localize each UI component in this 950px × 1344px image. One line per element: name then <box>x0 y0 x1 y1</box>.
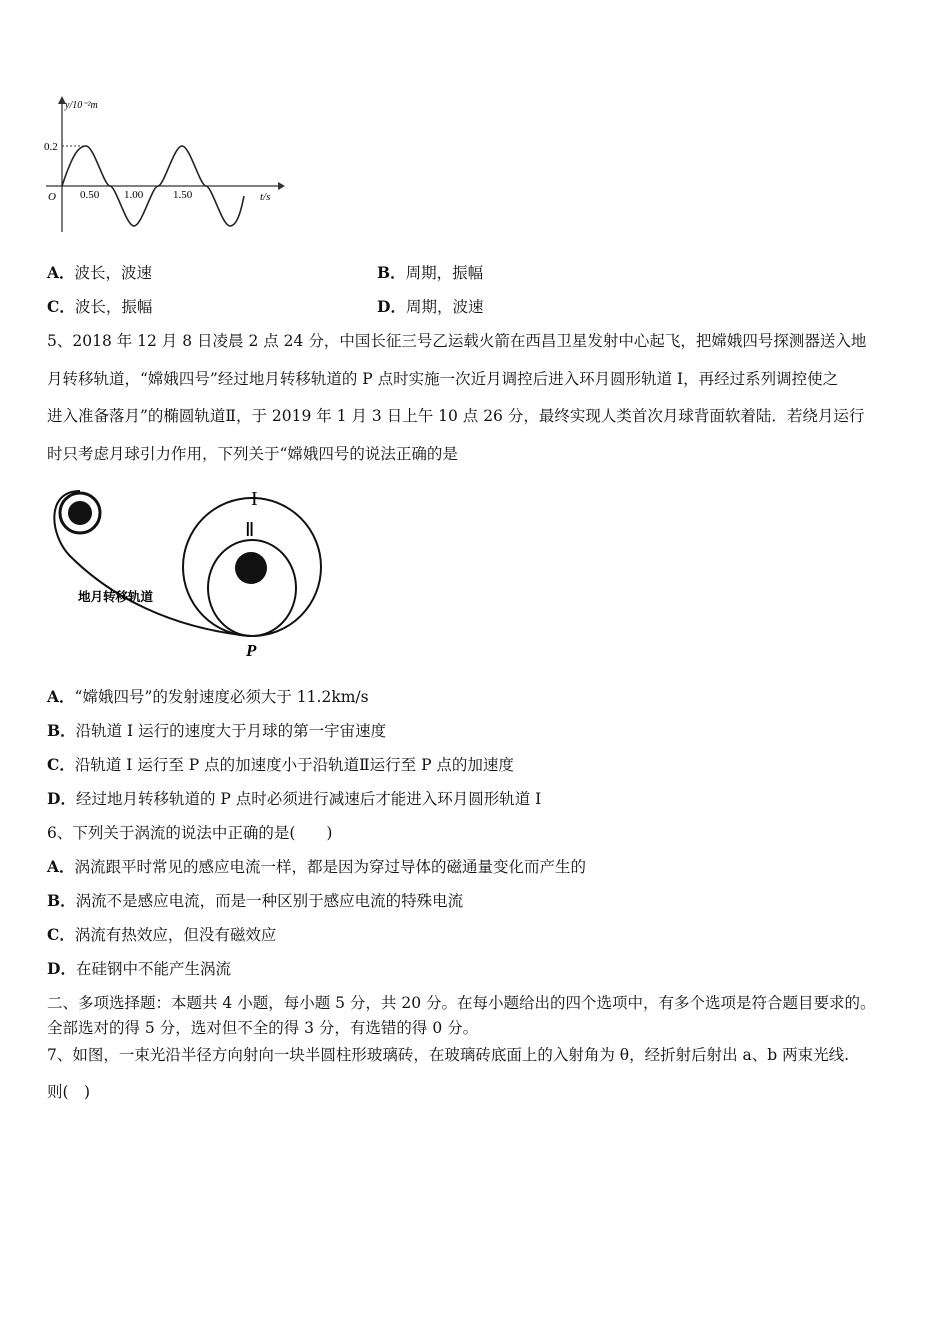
orbit-diagram <box>40 478 350 666</box>
q6-option-a: A．涡流跟平时常见的感应电流一样，都是因为穿过导体的磁通量变化而产生的 <box>47 857 587 876</box>
tick-label-2: 1.00 <box>124 189 144 201</box>
q5-option-b: B．沿轨道 I 运行的速度大于月球的第一宇宙速度 <box>47 721 387 740</box>
q5-stem-line-2: 月转移轨道，“嫦娥四号”经过地月转移轨道的 P 点时实施一次近月调控后进入环月圆形轨道 I，再经过系列调控使之 <box>47 370 839 388</box>
q5-stem-line-3: 进入准备落月”的椭圆轨道Ⅱ，于 2019 年 1 月 3 日上午 10 点 26 分，最终实现人类首次月球背面软着陆．若绕月运行 <box>47 407 865 425</box>
q5-option-c: C．沿轨道 I 运行至 P 点的加速度小于沿轨道Ⅱ运行至 P 点的加速度 <box>47 755 514 774</box>
amplitude-label: 0.2 <box>44 141 58 153</box>
orbit-1-label: I <box>251 488 258 510</box>
q5-option-a: A．“嫦娥四号”的发射速度必须大于 11.2km/s <box>47 687 369 706</box>
q6-option-b: B．涡流不是感应电流，而是一种区别于感应电流的特殊电流 <box>47 891 464 910</box>
q4-option-c: C．波长，振幅 <box>47 297 153 316</box>
q4-option-d: D．周期，波速 <box>377 297 484 316</box>
moon-icon <box>235 552 267 584</box>
orbit-2-label: Ⅱ <box>245 520 255 541</box>
q4-option-a: A．波长，波速 <box>47 263 153 282</box>
y-axis-label: y/10⁻²m <box>65 100 98 111</box>
q6-option-c: C．涡流有热效应，但没有磁效应 <box>47 925 277 944</box>
origin-label: O <box>48 191 56 203</box>
q5-option-d: D．经过地月转移轨道的 P 点时必须进行减速后才能进入环月圆形轨道 I <box>47 789 542 808</box>
section-2-header-line-2: 全部选对的得 5 分，选对但不全的得 3 分，有选错的得 0 分。 <box>47 1019 479 1037</box>
tick-label-3: 1.50 <box>173 189 193 201</box>
earth-icon <box>68 501 92 525</box>
tick-label-1: 0.50 <box>80 189 100 201</box>
q5-stem-line-1: 5、2018 年 12 月 8 日凌晨 2 点 24 分，中国长征三号乙运载火箭在西昌卫星发射中心起飞，把嫦娥四号探测器送入地 <box>47 332 867 350</box>
point-p-label: P <box>246 641 257 660</box>
q7-stem-line-1: 7、如图，一束光沿半径方向射向一块半圆柱形玻璃砖，在玻璃砖底面上的入射角为 θ，经折射后射出 a、b 两束光线. <box>47 1046 850 1064</box>
q6-option-d: D．在硅钢中不能产生涡流 <box>47 959 231 978</box>
wave-graph <box>38 92 288 240</box>
transfer-orbit-label: 地月转移轨道 <box>78 589 154 604</box>
q4-option-b: B．周期，振幅 <box>377 263 484 282</box>
x-axis-arrow-icon <box>278 182 285 190</box>
section-2-header-line-1: 二、多项选择题：本题共 4 小题，每小题 5 分，共 20 分。在每小题给出的四个选项中，有多个选项是符合题目要求的。 <box>47 994 876 1012</box>
x-axis-label: t/s <box>260 191 271 203</box>
q5-stem-line-4: 时只考虑月球引力作用，下列关于“嫦娥四号的说法正确的是 <box>47 445 458 463</box>
q7-stem-line-2: 则( ) <box>47 1083 91 1101</box>
q6-stem: 6、下列关于涡流的说法中正确的是( ) <box>47 824 333 842</box>
